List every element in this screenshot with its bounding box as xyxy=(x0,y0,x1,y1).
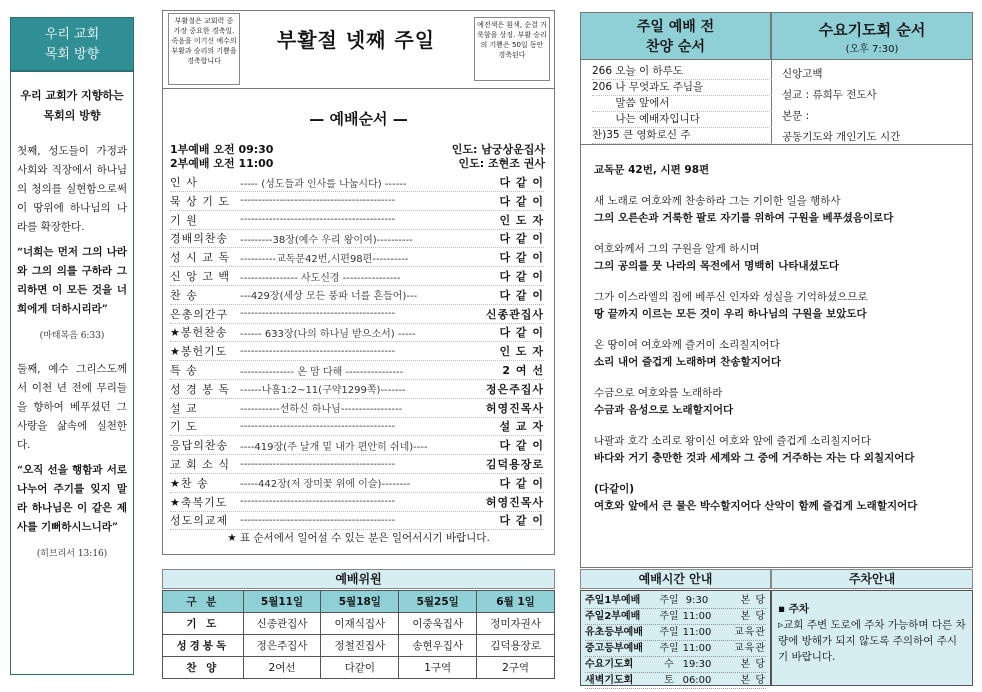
order-row xyxy=(170,455,544,474)
verse-congregation: 그의 공의를 뭇 나라의 목전에서 명백히 나타내셨도다 xyxy=(594,260,840,272)
verse-leader: 그가 이스라엘의 집에 베푸신 인자와 성실을 기억하셨으므로 xyxy=(594,291,868,303)
order-item-label: ★축복기도 xyxy=(170,495,228,509)
easter-note: 부활절은 교회력 중 가장 중요한 경축일. 죽음을 이기신 예수의 부활과 승리의 기쁨을 경축합니다 xyxy=(168,13,240,85)
service-time-d: 주일 xyxy=(659,627,679,638)
service-time-n: 새벽기도회 xyxy=(585,675,634,686)
service-time-p: 교육관 xyxy=(734,627,766,638)
order-item-person: 다 같 이 xyxy=(499,176,544,189)
table-row xyxy=(163,657,555,679)
verse-congregation: 땅 끝까지 이르는 모든 것이 우리 하나님의 구원을 보았도다 xyxy=(594,308,867,320)
table-header-cell: 5월25일 xyxy=(399,591,477,613)
order-item-person: 다 같 이 xyxy=(499,476,544,490)
service-time-d: 주일 xyxy=(659,595,679,606)
order-item-person: 다 같 이 xyxy=(499,326,544,340)
service-2-leader: 인도: 조현조 권사 xyxy=(458,157,545,170)
order-item-label: 응답의찬송 xyxy=(170,439,229,453)
order-row xyxy=(170,248,544,267)
list-item: 본문 : xyxy=(782,110,810,122)
verse-pair xyxy=(594,337,966,371)
service-time-n: 중고등부예배 xyxy=(585,643,643,654)
service-time-t: 11:00 xyxy=(682,627,712,638)
order-item-label: ★찬 송 xyxy=(170,476,209,490)
wednesday-list xyxy=(782,64,967,148)
order-row xyxy=(170,323,544,342)
table-cell: 이중욱집사 xyxy=(399,613,477,635)
service-time-n: 수요기도회 xyxy=(585,659,634,670)
page-title: 부활절 넷째 주일 xyxy=(276,28,436,52)
service-time-t: 11:00 xyxy=(682,643,712,654)
left-header xyxy=(10,17,134,71)
service-time-row xyxy=(585,609,766,625)
order-row xyxy=(170,417,544,436)
order-row xyxy=(170,511,544,530)
order-item-person: 김덕용장로 xyxy=(485,458,544,471)
order-row xyxy=(170,267,544,286)
order-item-label: 찬 송 xyxy=(170,288,198,302)
service-1-time: 1부예배 오전 09:30 xyxy=(170,143,274,156)
service-time-d: 주일 xyxy=(659,611,679,622)
service-time-p: 본 당 xyxy=(740,595,766,606)
vision-title: 우리 교회가 지향하는 목회의 방향 xyxy=(20,89,124,122)
order-title: — 예배순서 — xyxy=(309,110,408,128)
order-item-detail: ------------------------------------------- xyxy=(240,420,396,432)
verse-all: 여호와 앞에서 큰 물은 박수할지어다 산악이 함께 즐겁게 노래할지어다 xyxy=(594,500,918,512)
order-item-label: 성도의교제 xyxy=(170,514,229,528)
verse-congregation: 바다와 거기 충만한 것과 세계와 그 중에 거주하는 자는 다 외칠지어다 xyxy=(594,452,915,464)
service-time-p: 교육관 xyxy=(734,643,766,654)
order-item-person: 허영진목사 xyxy=(485,495,544,509)
verse-leader: 새 노래로 여호와께 찬송하라 그는 기이한 일을 행하사 xyxy=(594,195,841,207)
order-item-detail: ------------------------------------------- xyxy=(240,214,396,226)
order-item-person: 인 도 자 xyxy=(499,345,544,359)
table-cell: 찬 양 xyxy=(163,657,244,679)
order-item-detail: --------------- 온 맘 다해 ---------------- xyxy=(240,366,404,378)
table-cell: 정은주집사 xyxy=(243,635,321,657)
service-time-row xyxy=(585,641,766,657)
verse-pair xyxy=(594,385,966,419)
wednesday-header-line2: (오후 7:30) xyxy=(845,44,899,55)
order-item-detail: ----------교독문42번,시편98편---------- xyxy=(240,253,409,265)
reading-title: 교독문 42번, 시편 98편 xyxy=(594,164,710,176)
parking-title: 주차안내 xyxy=(771,569,973,589)
list-item: 말씀 앞에서 xyxy=(592,96,772,112)
table-cell: 2여선 xyxy=(243,657,321,679)
table-cell: 1구역 xyxy=(399,657,477,679)
service-time-d: 수 xyxy=(664,659,674,670)
order-item-detail: ---------38장(예수 우리 왕이여)---------- xyxy=(240,234,413,246)
order-item-label: 경배의찬송 xyxy=(170,232,229,246)
service-time-n: 주일2부예배 xyxy=(585,611,641,622)
order-item-detail: -----442장(저 장미꽃 위에 이슬)-------- xyxy=(240,479,411,491)
verse-pair xyxy=(594,193,966,227)
vision-ref-2: (히브리서 13:16) xyxy=(36,549,108,559)
verse-pair xyxy=(594,241,966,275)
pre-service-header-line2: 찬양 순서 xyxy=(646,39,705,55)
left-header-line2: 목회 방향 xyxy=(44,47,100,62)
order-row xyxy=(170,229,544,248)
service-time-row xyxy=(585,593,766,609)
table-cell: 정철진집사 xyxy=(321,635,399,657)
vision-quote-1: “너희는 먼저 그의 나라와 그의 의를 구하라 그리하면 이 모든 것을 너희에게 더하시리라” xyxy=(17,246,127,315)
order-item-person: 다 같 이 xyxy=(499,194,544,208)
table-cell: 신종관집사 xyxy=(243,613,321,635)
order-item-label: 묵 상 기 도 xyxy=(170,194,230,208)
verse-pair xyxy=(594,433,966,467)
vision-quote-2: “오직 선을 행함과 서로 나누어 주기를 잊지 말라 하나님은 이 같은 제사를 기뻐하시느니라” xyxy=(17,464,127,533)
table-cell: 김덕용장로 xyxy=(477,635,555,657)
verse-leader: 온 땅이여 여호와께 즐거이 소리칠지어다 xyxy=(594,339,780,351)
order-item-person: 다 같 이 xyxy=(499,439,544,453)
order-item-person: 다 같 이 xyxy=(499,288,544,302)
list-item: 나는 예배자입니다 xyxy=(592,112,772,128)
order-item-label: 인 사 xyxy=(170,176,198,189)
list-item: 설교 : 류희두 전도사 xyxy=(782,89,877,101)
order-item-detail: ------------------------------------------- xyxy=(240,345,396,357)
wednesday-header xyxy=(771,12,973,60)
order-item-person: 다 같 이 xyxy=(499,270,544,283)
list-item: 공동기도와 개인기도 시간 xyxy=(782,131,901,143)
left-header-line1: 우리 교회 xyxy=(44,27,100,42)
parking-info xyxy=(771,590,973,686)
verse-congregation: 수금과 음성으로 노래할지어다 xyxy=(594,404,734,416)
order-item-label: 교 회 소 식 xyxy=(170,458,230,471)
order-item-detail: ------------------------------------------- xyxy=(240,195,396,207)
service-time-row xyxy=(585,625,766,641)
verse-leader: 여호와께서 그의 구원을 알게 하시며 xyxy=(594,243,760,255)
order-row xyxy=(170,173,544,192)
order-row xyxy=(170,399,544,418)
table-row xyxy=(163,613,555,635)
order-row xyxy=(170,474,544,493)
table-cell: 성경봉독 xyxy=(163,635,244,657)
service-1-leader: 인도: 남궁상운집사 xyxy=(451,143,545,156)
order-row xyxy=(170,436,544,455)
list-item: 266 오늘 이 하루도 xyxy=(592,64,772,80)
order-row xyxy=(170,286,544,305)
service-times xyxy=(580,590,771,686)
standing-note: ★ 표 순서에서 일어설 수 있는 분은 일어서시기 바랍니다. xyxy=(227,532,490,544)
vision-paragraph-2: 둘째, 예수 그리스도께서 이천 년 전에 무리들을 향하여 베푸셨던 그 사랑을 삶속에 실천한다. xyxy=(17,363,127,451)
service-time-p: 본 당 xyxy=(740,659,766,670)
order-item-person: 다 같 이 xyxy=(499,232,544,246)
list-item: 신앙고백 xyxy=(782,68,823,80)
service-time-t: 19:30 xyxy=(682,659,712,670)
order-item-label: 신 앙 고 백 xyxy=(170,270,230,283)
service-time-t: 06:00 xyxy=(682,675,712,686)
order-item-detail: ------나훔1:2~11(구약1299쪽)------- xyxy=(240,385,406,397)
verse-pair xyxy=(594,289,966,323)
order-item-label: 설 교 xyxy=(170,401,198,415)
list-item: 찬)35 큰 영화로신 주 xyxy=(592,128,772,144)
parking-text: ▹교회 주변 도로에 주차 가능하며 다른 차량에 방해가 되지 않도록 주의하여 주시기 바랍니다. xyxy=(778,619,966,663)
order-row xyxy=(170,305,544,324)
servants-title: 예배위원 xyxy=(162,569,555,589)
vision-ref-1: (마태복음 6:33) xyxy=(39,331,105,341)
order-item-person: 허영진목사 xyxy=(485,401,544,415)
order-item-detail: -----------선하신 하나님----------------- xyxy=(240,404,403,416)
order-item-detail: ----- (성도들과 인사를 나눕시다) ------ xyxy=(240,178,407,190)
service-time-p: 본 당 xyxy=(740,675,766,686)
order-row xyxy=(170,493,544,512)
service-times-title: 예배시간 안내 xyxy=(580,569,771,589)
order-row xyxy=(170,342,544,361)
service-time-d: 토 xyxy=(664,675,674,686)
table-cell: 기 도 xyxy=(163,613,244,635)
service-time-n: 유초등부예배 xyxy=(585,627,643,638)
verse-congregation: 그의 오른손과 거룩한 팔로 자기를 위하여 구원을 베푸셨음이로다 xyxy=(594,212,894,224)
order-item-person: 다 같 이 xyxy=(499,514,544,528)
order-item-detail: ------------------------------------------- xyxy=(240,514,396,526)
order-item-label: 특 송 xyxy=(170,364,198,377)
table-row xyxy=(163,635,555,657)
order-item-label: 성 시 교 독 xyxy=(170,251,230,265)
service-time-t: 11:00 xyxy=(682,611,712,622)
order-item-detail: ------------------------------------------- xyxy=(240,496,396,508)
order-row xyxy=(170,211,544,230)
liturgical-color-note: 예전색은 흰색, 순결 거룩함을 상징. 부활 승리의 기쁨은 50일 동안 경축된다 xyxy=(474,17,550,81)
order-item-detail: ------------------------------------------- xyxy=(240,458,396,470)
order-item-label: 은총의간구 xyxy=(170,307,229,321)
order-item-person: 인 도 자 xyxy=(499,213,544,227)
wednesday-header-line1: 수요기도회 순서 xyxy=(818,21,926,39)
order-item-label: 성 경 봉 독 xyxy=(170,382,230,396)
order-item-detail: ----419장(주 날개 밑 내가 편안히 쉬네)---- xyxy=(240,441,428,453)
order-item-person: 정은주집사 xyxy=(485,382,544,396)
service-time-n: 주일1부예배 xyxy=(585,595,641,606)
order-row xyxy=(170,192,544,211)
table-cell: 2구역 xyxy=(477,657,555,679)
service-time-t: 9:30 xyxy=(685,595,709,606)
responsive-reading xyxy=(594,162,966,515)
order-row xyxy=(170,361,544,380)
order-item-label: 기 원 xyxy=(170,213,198,227)
parking-heading: ▪ 주차 xyxy=(778,603,810,615)
service-time-p: 본 당 xyxy=(740,611,766,622)
order-item-person: 다 같 이 xyxy=(499,251,544,265)
verse-leader: 나팔과 호각 소리로 왕이신 여호와 앞에 즐겁게 소리칠지어다 xyxy=(594,435,871,447)
service-2-time: 2부예배 오전 11:00 xyxy=(170,157,274,170)
table-header-row xyxy=(163,591,555,613)
left-body xyxy=(10,71,134,675)
order-item-detail: ---429장(세상 모든 풍파 너를 흔들어)--- xyxy=(240,291,418,303)
verse-all-label: (다같이) xyxy=(594,483,635,495)
divider xyxy=(580,144,973,145)
service-time-row xyxy=(585,657,766,673)
order-item-detail: ------------------------------------------- xyxy=(240,308,396,320)
table-cell: 이재식집사 xyxy=(321,613,399,635)
pre-service-header xyxy=(580,12,771,60)
order-item-label: ★봉헌기도 xyxy=(170,345,228,359)
vision-paragraph-1: 첫째, 성도들이 가정과 사회와 직장에서 하나님의 청의를 실현함으로써 이 땅위에 하나님의 나라를 확장한다. xyxy=(17,145,127,233)
table-header-cell: 5월11일 xyxy=(243,591,321,613)
divider xyxy=(162,88,555,89)
table-header-cell: 6월 1일 xyxy=(477,591,555,613)
list-item: 206 나 무엇과도 주님을 xyxy=(592,80,772,96)
service-time-row xyxy=(585,673,766,689)
order-item-person: 2 여 선 xyxy=(502,364,544,377)
order-item-detail: ------ 633장(나의 하나님 받으소서) ----- xyxy=(240,328,416,340)
hymn-list xyxy=(592,64,772,144)
table-header-cell: 구 분 xyxy=(163,591,244,613)
table-header-cell: 5월18일 xyxy=(321,591,399,613)
table-cell: 정미자권사 xyxy=(477,613,555,635)
order-row xyxy=(170,380,544,399)
order-item-label: ★봉헌찬송 xyxy=(170,326,228,340)
table-cell: 송현우집사 xyxy=(399,635,477,657)
verse-leader: 수금으로 여호와를 노래하라 xyxy=(594,387,723,399)
servants-table xyxy=(162,590,555,679)
verse-congregation: 소리 내어 즐겁게 노래하며 찬송할지어다 xyxy=(594,356,782,368)
service-time-d: 주일 xyxy=(659,643,679,654)
pre-service-header-line1: 주일 예배 전 xyxy=(636,19,715,35)
order-item-person: 설 교 자 xyxy=(499,420,544,434)
order-item-person: 신종관집사 xyxy=(485,307,544,321)
order-item-label: 기 도 xyxy=(170,420,198,434)
order-item-detail: ---------------- 사도신경 ---------------- xyxy=(240,272,401,284)
table-cell: 다같이 xyxy=(321,657,399,679)
